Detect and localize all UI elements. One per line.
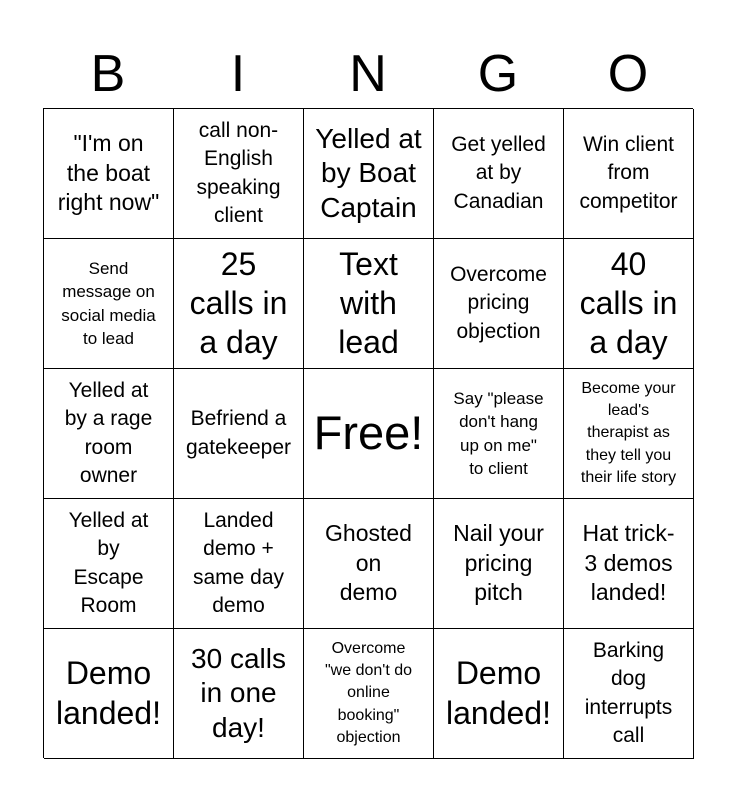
cell-text: Get yelled at by Canadian [451, 132, 546, 213]
cell-text: Barking dog interrupts call [584, 638, 673, 747]
free-cell[interactable] [304, 369, 434, 499]
cell-text: Overcome "we don't do online booking" objection [324, 639, 412, 747]
bingo-cell[interactable] [304, 629, 434, 759]
bingo-cell[interactable] [174, 109, 304, 239]
cell-text: Demo landed! [56, 655, 161, 731]
header-letter-i: I [230, 45, 246, 103]
header-letter-o: O [607, 45, 649, 103]
bingo-cell[interactable] [564, 109, 694, 239]
cell-text: 30 calls in one day! [191, 643, 286, 743]
bingo-cell[interactable] [564, 499, 694, 629]
cell-text: Hat trick- 3 demos landed! [582, 520, 675, 606]
cell-text: Yelled at by a rage room owner [64, 378, 153, 487]
header-letter-g: G [477, 45, 519, 103]
bingo-cell[interactable] [434, 629, 564, 759]
bingo-header [43, 40, 693, 108]
bingo-cell[interactable] [44, 369, 174, 499]
cell-text: "I'm on the boat right now" [57, 130, 160, 216]
cell-text: Demo landed! [446, 655, 551, 731]
cell-text: Overcome pricing objection [450, 262, 547, 343]
bingo-cell[interactable] [174, 629, 304, 759]
cell-text: Yelled at by Boat Captain [315, 123, 422, 223]
bingo-cell[interactable] [434, 499, 564, 629]
header-letter-n: N [349, 45, 387, 103]
bingo-cell[interactable] [564, 629, 694, 759]
bingo-cell[interactable] [304, 239, 434, 369]
bingo-cell[interactable] [44, 629, 174, 759]
cell-text: call non- English speaking client [196, 118, 281, 227]
bingo-cell[interactable] [564, 369, 694, 499]
cell-text: Win client from competitor [579, 132, 678, 213]
cell-text: Yelled at by Escape Room [68, 508, 149, 617]
cell-text: Send message on social media to lead [61, 258, 156, 348]
cell-text: Ghosted on demo [325, 520, 412, 606]
cell-text: Say "please don't hang up on me" to client [453, 388, 544, 478]
bingo-cell[interactable] [174, 369, 304, 499]
cell-text: Befriend a gatekeeper [185, 407, 292, 459]
bingo-cell[interactable] [564, 239, 694, 369]
cell-text: 40 calls in a day [579, 245, 678, 361]
bingo-cell[interactable] [304, 109, 434, 239]
cell-text: Landed demo + same day demo [192, 508, 285, 617]
cell-text: 25 calls in a day [189, 245, 288, 361]
bingo-cell[interactable] [304, 499, 434, 629]
bingo-cell[interactable] [434, 369, 564, 499]
header-letter-b: B [90, 45, 126, 103]
cell-text: Nail your pricing pitch [453, 520, 544, 606]
bingo-cell[interactable] [434, 109, 564, 239]
bingo-cell[interactable] [44, 499, 174, 629]
bingo-cell[interactable] [44, 239, 174, 369]
bingo-cell[interactable] [434, 239, 564, 369]
bingo-board [43, 108, 693, 758]
bingo-cell[interactable] [174, 239, 304, 369]
bingo-cell[interactable] [174, 499, 304, 629]
bingo-cell[interactable] [44, 109, 174, 239]
free-space-label: Free! [313, 406, 424, 460]
cell-text: Text with lead [338, 245, 399, 361]
cell-text: Become your lead's therapist as they tell you their life story [580, 379, 677, 487]
